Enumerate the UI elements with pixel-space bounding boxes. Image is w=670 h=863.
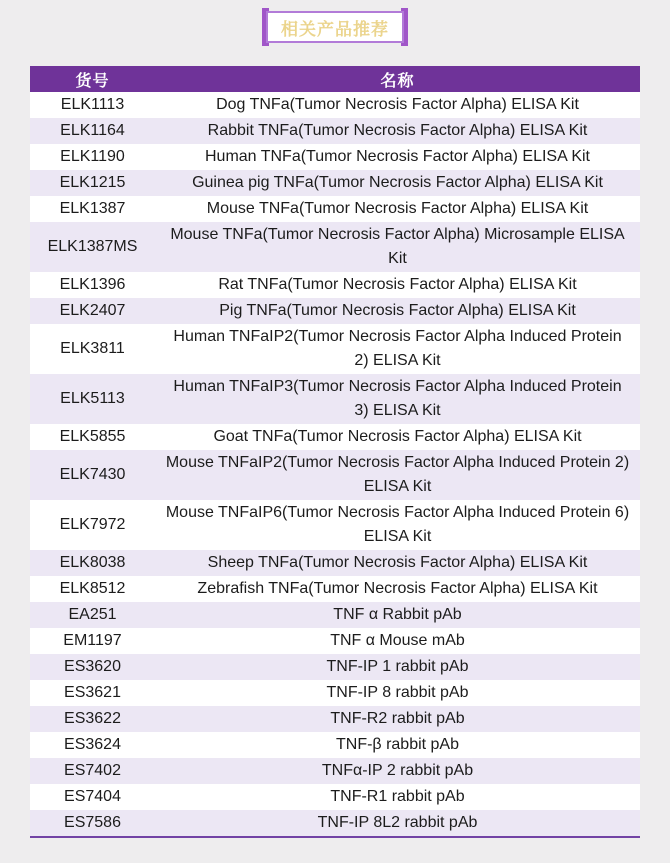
product-code-cell: ELK1190 bbox=[60, 148, 125, 165]
product-name-cell: Dog TNFa(Tumor Necrosis Factor Alpha) ELISA Kit bbox=[216, 96, 579, 113]
product-code-cell: ELK1113 bbox=[60, 96, 125, 113]
banner-frame bbox=[266, 11, 404, 43]
table-row bbox=[30, 324, 640, 374]
related-products-banner bbox=[262, 8, 408, 46]
product-name-cell: TNF-IP 8L2 rabbit pAb bbox=[317, 814, 478, 831]
table-row bbox=[30, 602, 640, 628]
product-code-cell: ES7404 bbox=[64, 788, 121, 805]
product-code-cell: ELK7972 bbox=[59, 516, 126, 533]
product-name-cell: Zebrafish TNFa(Tumor Necrosis Factor Alpha) ELISA Kit bbox=[197, 580, 598, 597]
product-name-cell: Human TNFaIP3(Tumor Necrosis Factor Alpha Induced Protein 3) ELISA Kit bbox=[173, 378, 622, 419]
column-header-code: 货号 bbox=[30, 66, 155, 92]
product-name-cell: TNF-R2 rabbit pAb bbox=[330, 710, 465, 727]
product-name-cell: TNFα-IP 2 rabbit pAb bbox=[321, 762, 474, 779]
product-name-cell: Goat TNFa(Tumor Necrosis Factor Alpha) ELISA Kit bbox=[213, 428, 582, 445]
product-name-cell: Guinea pig TNFa(Tumor Necrosis Factor Alpha) ELISA Kit bbox=[192, 174, 603, 191]
table-row bbox=[30, 680, 640, 706]
table-row bbox=[30, 628, 640, 654]
table-row bbox=[30, 500, 640, 550]
product-name-cell: Human TNFa(Tumor Necrosis Factor Alpha) ELISA Kit bbox=[204, 148, 590, 165]
product-name-cell: Human TNFaIP2(Tumor Necrosis Factor Alpha Induced Protein 2) ELISA Kit bbox=[173, 328, 622, 369]
product-table-body bbox=[30, 92, 640, 837]
product-code-cell: ES3620 bbox=[64, 658, 121, 675]
table-header-row bbox=[30, 66, 640, 92]
product-name-cell: Mouse TNFaIP2(Tumor Necrosis Factor Alpha Induced Protein 2) ELISA Kit bbox=[165, 454, 630, 495]
product-name-cell: TNF-R1 rabbit pAb bbox=[330, 788, 465, 805]
product-name-cell: Mouse TNFa(Tumor Necrosis Factor Alpha) Microsample ELISA Kit bbox=[170, 226, 625, 267]
table-row bbox=[30, 272, 640, 298]
table-row bbox=[30, 298, 640, 324]
product-name-cell: TNF α Rabbit pAb bbox=[333, 606, 462, 623]
table-row bbox=[30, 450, 640, 500]
table-row bbox=[30, 784, 640, 810]
table-row bbox=[30, 170, 640, 196]
table-row bbox=[30, 576, 640, 602]
product-name-cell: TNF-β rabbit pAb bbox=[335, 736, 459, 753]
product-code-cell: ELK1164 bbox=[60, 122, 125, 139]
table-row bbox=[30, 118, 640, 144]
product-name-cell: TNF α Mouse mAb bbox=[330, 632, 465, 649]
product-code-cell: ELK2407 bbox=[59, 302, 126, 319]
product-code-cell: ELK5113 bbox=[60, 390, 125, 407]
product-code-cell: ELK7430 bbox=[59, 466, 126, 483]
table-row bbox=[30, 144, 640, 170]
product-code-cell: ES3622 bbox=[64, 710, 121, 727]
table-row bbox=[30, 732, 640, 758]
product-code-cell: ELK1215 bbox=[59, 174, 126, 191]
product-name-cell: Rat TNFa(Tumor Necrosis Factor Alpha) ELISA Kit bbox=[218, 276, 577, 293]
product-code-cell: EA251 bbox=[68, 606, 117, 623]
table-row bbox=[30, 550, 640, 576]
product-name-cell: TNF-IP 8 rabbit pAb bbox=[326, 684, 469, 701]
related-products-table bbox=[30, 66, 640, 838]
table-row bbox=[30, 654, 640, 680]
table-row bbox=[30, 810, 640, 837]
table-row bbox=[30, 758, 640, 784]
product-name-cell: Pig TNFa(Tumor Necrosis Factor Alpha) ELISA Kit bbox=[219, 302, 576, 319]
product-code-cell: ELK1387 bbox=[59, 200, 126, 217]
table-row bbox=[30, 374, 640, 424]
product-code-cell: ES3621 bbox=[64, 684, 121, 701]
table-row bbox=[30, 196, 640, 222]
product-name-cell: Mouse TNFaIP6(Tumor Necrosis Factor Alpha Induced Protein 6) ELISA Kit bbox=[165, 504, 630, 545]
product-code-cell: ELK1387MS bbox=[47, 238, 138, 255]
table-row bbox=[30, 222, 640, 272]
product-code-cell: ES7402 bbox=[64, 762, 121, 779]
product-code-cell: ELK1396 bbox=[59, 276, 126, 293]
table-row bbox=[30, 706, 640, 732]
product-code-cell: ELK3811 bbox=[60, 340, 125, 357]
product-code-cell: ES7586 bbox=[64, 814, 121, 831]
product-code-cell: ELK5855 bbox=[59, 428, 126, 445]
table-header bbox=[30, 66, 640, 92]
product-name-cell: Rabbit TNFa(Tumor Necrosis Factor Alpha) ELISA Kit bbox=[207, 122, 588, 139]
table-row bbox=[30, 424, 640, 450]
product-code-cell: ELK8038 bbox=[59, 554, 126, 571]
table-row bbox=[30, 92, 640, 118]
product-code-cell: ES3624 bbox=[64, 736, 121, 753]
product-code-cell: EM1197 bbox=[63, 632, 122, 649]
product-name-cell: TNF-IP 1 rabbit pAb bbox=[326, 658, 469, 675]
product-name-cell: Sheep TNFa(Tumor Necrosis Factor Alpha) ELISA Kit bbox=[207, 554, 588, 571]
product-name-cell: Mouse TNFa(Tumor Necrosis Factor Alpha) ELISA Kit bbox=[206, 200, 589, 217]
banner-title: 相关产品推荐 bbox=[281, 19, 389, 39]
product-code-cell: ELK8512 bbox=[59, 580, 126, 597]
column-header-name: 名称 bbox=[155, 66, 640, 92]
